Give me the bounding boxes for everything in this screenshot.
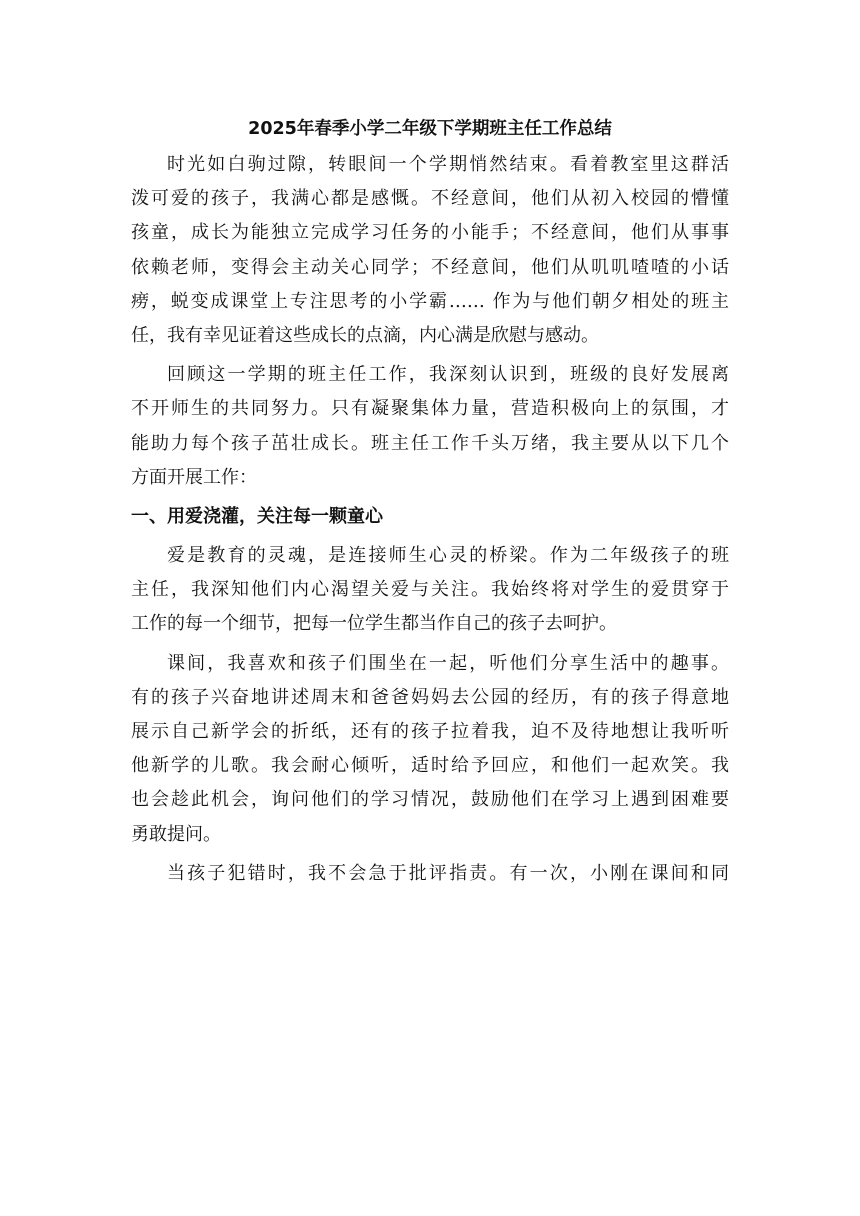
text-line: 方面开展工作： <box>131 466 257 488</box>
text-line: 勇敢提问。 <box>131 823 221 845</box>
document-title: 2025年春季小学二年级下学期班主任工作总结 <box>248 119 612 139</box>
text-line: 回顾这一学期的班主任工作，我深刻认识到，班级的良好发展离 <box>167 364 729 386</box>
text-line: 能助力每个孩子茁壮成长。班主任工作千头万绪，我主要从以下几个 <box>131 432 729 454</box>
intro-paragraph <box>131 148 729 353</box>
document-body <box>131 112 729 891</box>
section-paragraph <box>131 647 729 852</box>
text-line: 课间，我喜欢和孩子们围坐在一起，听他们分享生活中的趣事。 <box>167 652 729 674</box>
text-line: 也会趁此机会，询问他们的学习情况，鼓励他们在学习上遇到困难要 <box>131 789 729 811</box>
text-line: 展示自己新学会的折纸，还有的孩子拉着我，迫不及待地想让我听听 <box>131 721 729 743</box>
text-line: 泼可爱的孩子，我满心都是感慨。不经意间，他们从初入校园的懵懂 <box>131 188 729 210</box>
review-paragraph <box>131 358 729 495</box>
text-line: 爱是教育的灵魂，是连接师生心灵的桥梁。作为二年级孩子的班 <box>167 545 729 567</box>
section-paragraph <box>131 857 729 891</box>
text-line: 主任，我深知他们内心渴望关爱与关注。我始终将对学生的爱贯穿于 <box>131 579 729 601</box>
text-line: 他新学的儿歌。我会耐心倾听，适时给予回应，和他们一起欢笑。我 <box>131 755 729 777</box>
text-line: 任，我有幸见证着这些成长的点滴，内心满是欣慰与感动。 <box>131 324 599 346</box>
section-heading: 一、用爱浇灌，关注每一颗童心 <box>131 505 383 527</box>
text-line: 孩童，成长为能独立完成学习任务的小能手；不经意间，他们从事事 <box>131 222 729 244</box>
text-line: 当孩子犯错时，我不会急于批评指责。有一次，小刚在课间和同 <box>167 862 729 884</box>
text-line: 依赖老师，变得会主动关心同学；不经意间，他们从叽叽喳喳的小话 <box>131 256 729 278</box>
text-line: 不开师生的共同努力。只有凝聚集体力量，营造积极向上的氛围，才 <box>131 398 729 420</box>
text-line: 工作的每一个细节，把每一位学生都当作自己的孩子去呵护。 <box>131 613 617 635</box>
text-line: 有的孩子兴奋地讲述周末和爸爸妈妈去公园的经历，有的孩子得意地 <box>131 686 729 708</box>
text-line: 痨，蜕变成课堂上专注思考的小学霸…… 作为与他们朝夕相处的班主 <box>131 290 729 312</box>
section-paragraph <box>131 539 729 642</box>
text-line: 时光如白驹过隙，转眼间一个学期悄然结束。看着教室里这群活 <box>167 154 729 175</box>
